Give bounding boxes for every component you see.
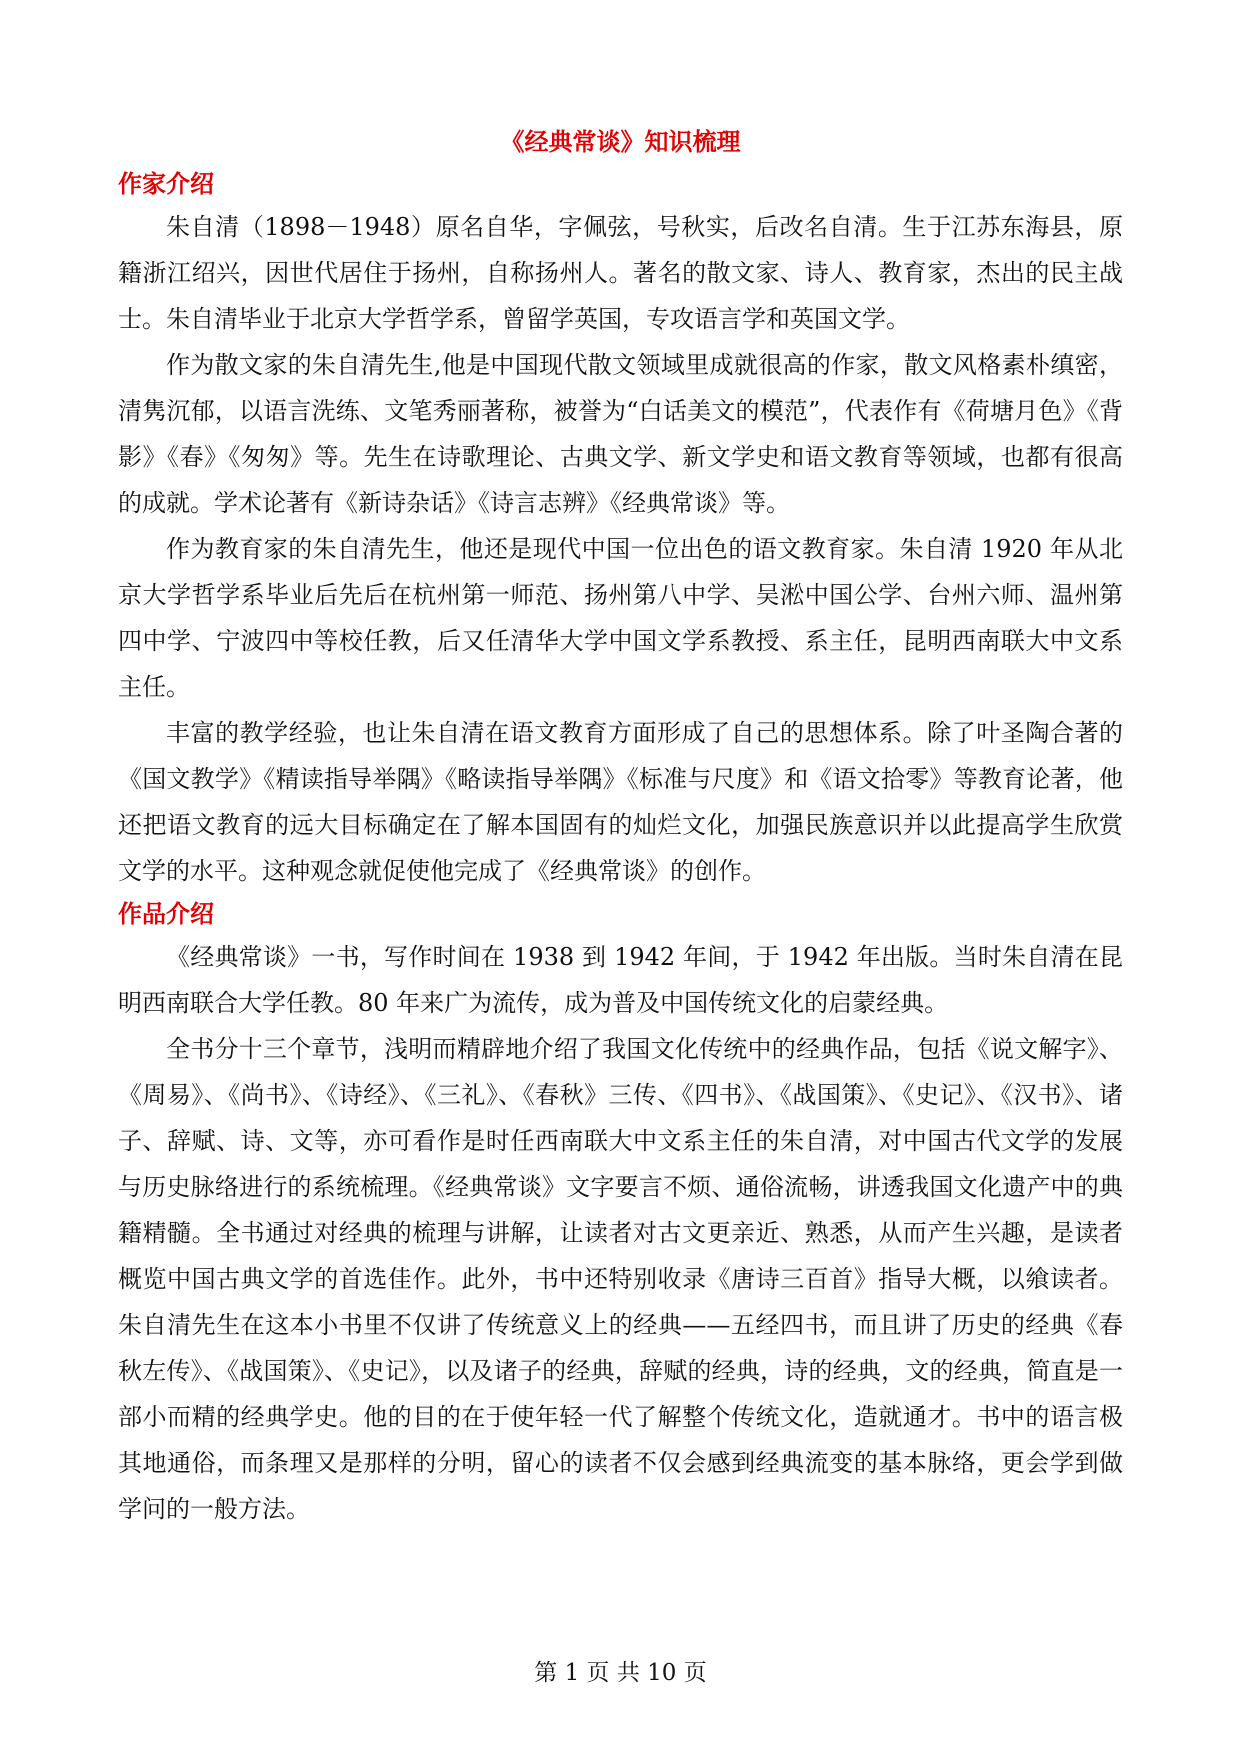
page-footer: 第 1 页 共 10 页: [534, 1660, 707, 1686]
paragraph: 全书分十三个章节，浅明而精辟地介绍了我国文化传统中的经典作品，包括《说文解字》、《周易》、《尚书》、《诗经》、《三礼》、《春秋》三传、《四书》、《战国策》、《史记》、《汉书》、诸子、辞赋、诗、文等，亦可看作是时任西南联大中文系主任的朱自清，对中国古代文学的发展与历史脉络进行的系统梳理。《经典常谈》文字要言不烦、通俗流畅，讲透我国文化遗产中的典籍精髓。全书通过对经典的梳理与讲解，让读者对古文更亲近、熟悉，从而产生兴趣，是读者概览中国古典文学的首选佳作。此外，书中还特别收录《唐诗三百首》指导大概，以飨读者。朱自清先生在这本小书里不仅讲了传统意义上的经典——五经四书，而且讲了历史的经典《春秋左传》、《战国策》、《史记》，以及诸子的经典，辞赋的经典，诗的经典，文的经典，简直是一部小而精的经典学史。他的目的在于使年轻一代了解整个传统文化，造就通才。书中的语言极其地通俗，而条理又是那样的分明，留心的读者不仅会感到经典流变的基本脉络，更会学到做学问的一般方法。: [118, 1035, 1123, 1523]
document-title: 《经典常谈》知识梳理: [500, 128, 741, 156]
paragraph: 《经典常谈》一书，写作时间在 1938 到 1942 年间，于 1942 年出版。当时朱自清在昆明西南联合大学任教。80 年来广为流传，成为普及中国传统文化的启蒙经典。: [118, 943, 1123, 1017]
paragraph: 丰富的教学经验，也让朱自清在语文教育方面形成了自己的思想体系。除了叶圣陶合著的《国文教学》《精读指导举隅》《略读指导举隅》《标准与尺度》和《语文拾零》等教育论著，他还把语文教育的远大目标确定在了解本国固有的灿烂文化，加强民族意识并以此提高学生欣赏文学的水平。这种观念就促使他完成了《经典常谈》的创作。: [118, 719, 1123, 885]
paragraph: 作为教育家的朱自清先生，他还是现代中国一位出色的语文教育家。朱自清 1920 年从北京大学哲学系毕业后先后在杭州第一师范、扬州第八中学、吴淞中国公学、台州六师、温州第四中学、宁波四中等校任教，后又任清华大学中国文学系教授、系主任，昆明西南联大中文系主任。: [118, 535, 1123, 701]
section-heading-author: 作家介绍: [118, 170, 214, 198]
document-body: [118, 164, 1123, 1532]
paragraph: 朱自清（1898－1948）原名自华，字佩弦，号秋实，后改名自清。生于江苏东海县，原籍浙江绍兴，因世代居住于扬州，自称扬州人。著名的散文家、诗人、教育家，杰出的民主战士。朱自清毕业于北京大学哲学系，曾留学英国，专攻语言学和英国文学。: [118, 213, 1123, 333]
paragraph: 作为散文家的朱自清先生,他是中国现代散文领域里成就很高的作家，散文风格素朴缜密，清隽沉郁，以语言洗练、文笔秀丽著称，被誉为“白话美文的模范”，代表作有《荷塘月色》《背影》《春》《匆匆》等。先生在诗歌理论、古典文学、新文学史和语文教育等领域，也都有很高的成就。学术论著有《新诗杂话》《诗言志辨》《经典常谈》等。: [118, 351, 1123, 517]
section-heading-work: 作品介绍: [118, 900, 214, 928]
